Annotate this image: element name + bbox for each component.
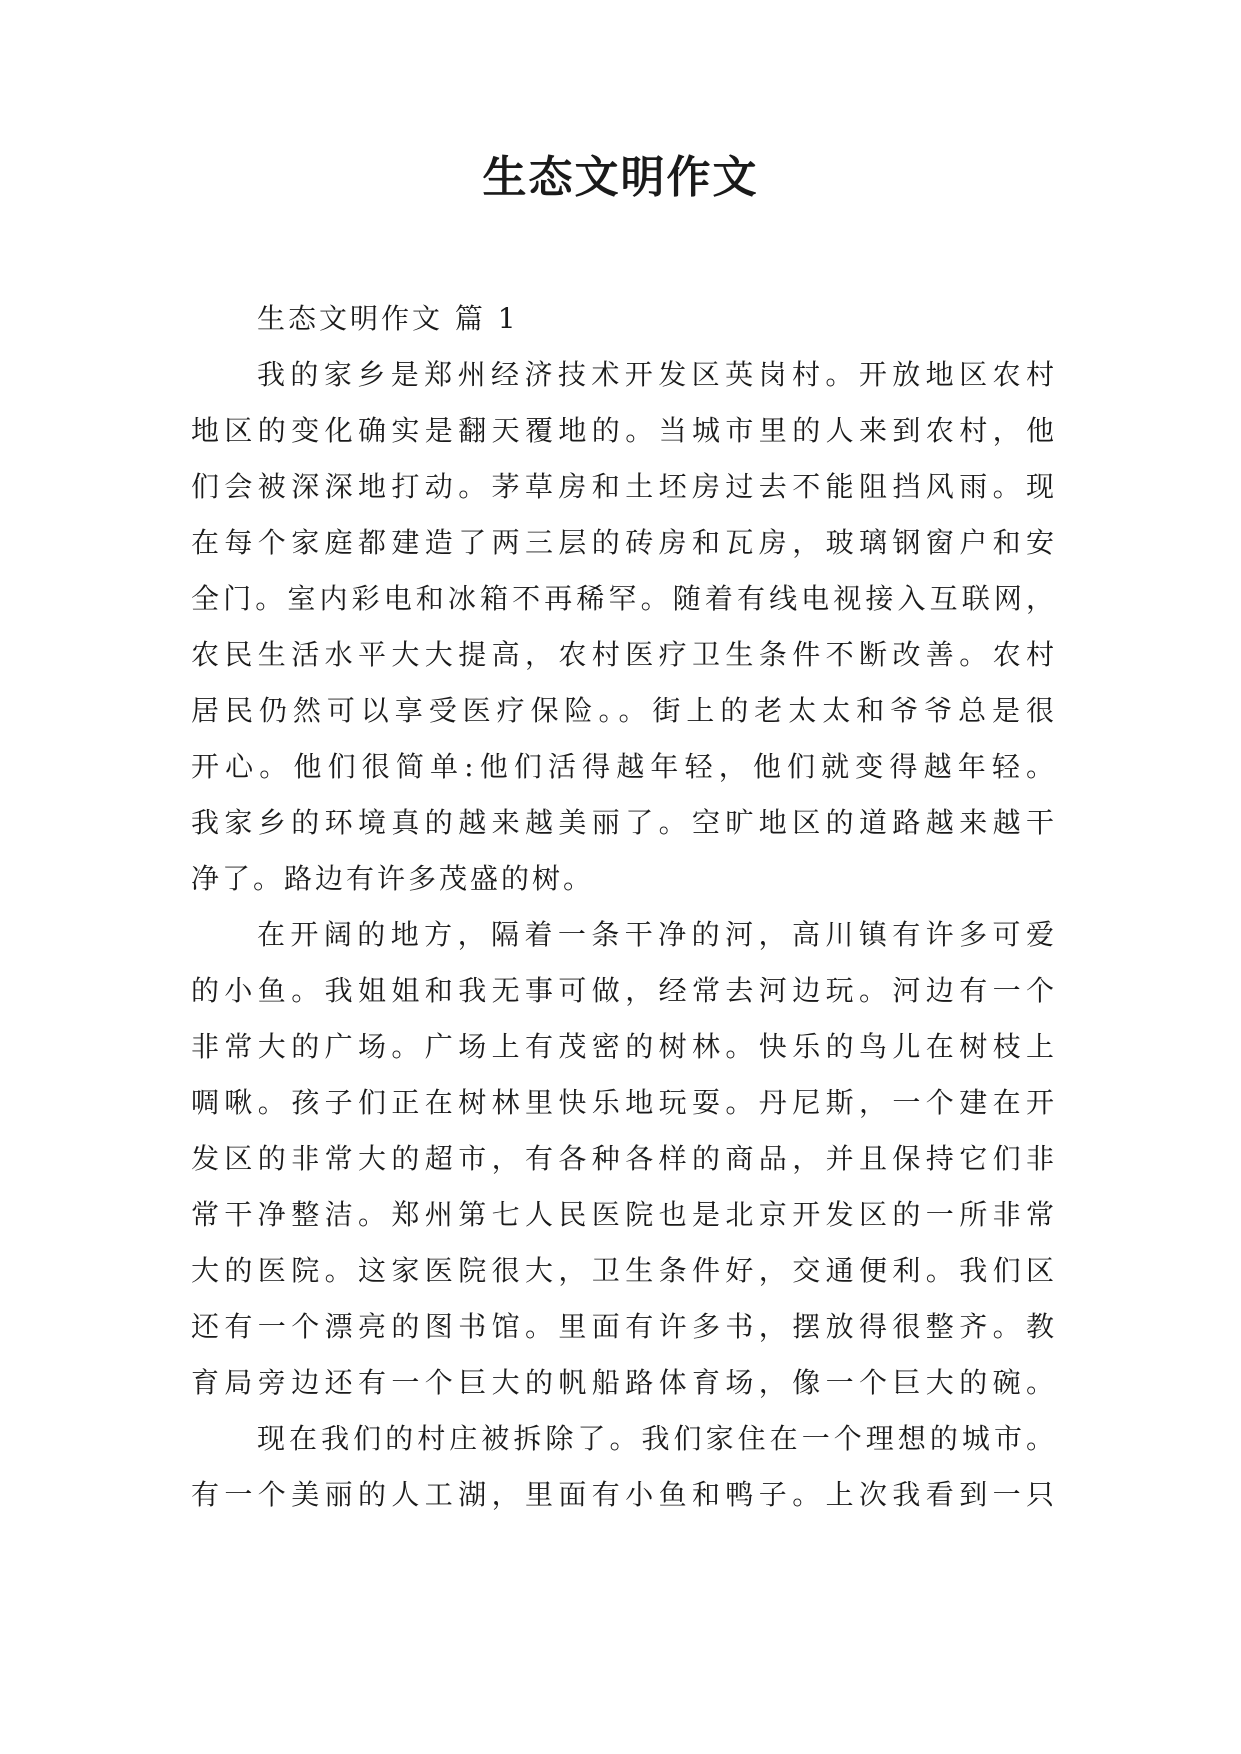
text-line: 我的家乡是郑州经济技术开发区英岗村。开放地区农村	[257, 358, 1055, 391]
text-line: 啁啾。孩子们正在树林里快乐地玩耍。丹尼斯，一个建在开	[191, 1086, 1055, 1119]
document-title: 生态文明作文	[482, 152, 759, 203]
text-line: 我家乡的环境真的越来越美丽了。空旷地区的道路越来越干	[191, 806, 1055, 839]
text-line: 育局旁边还有一个巨大的帆船路体育场，像一个巨大的碗。	[191, 1366, 1055, 1399]
document-body	[191, 291, 1055, 1523]
text-line: 在每个家庭都建造了两三层的砖房和瓦房，玻璃钢窗户和安	[191, 526, 1055, 559]
text-line: 大的医院。这家医院很大，卫生条件好，交通便利。我们区	[191, 1254, 1055, 1287]
text-line: 们会被深深地打动。茅草房和土坯房过去不能阻挡风雨。现	[191, 470, 1055, 503]
text-line: 现在我们的村庄被拆除了。我们家住在一个理想的城市。	[257, 1422, 1055, 1455]
text-line: 的小鱼。我姐姐和我无事可做，经常去河边玩。河边有一个	[191, 974, 1055, 1007]
text-line: 全门。室内彩电和冰箱不再稀罕。随着有线电视接入互联网，	[191, 582, 1055, 615]
section-heading: 生态文明作文 篇 1	[257, 302, 519, 335]
paragraph-2	[191, 907, 1055, 1411]
text-line: 还有一个漂亮的图书馆。里面有许多书，摆放得很整齐。教	[191, 1310, 1055, 1343]
paragraph-3	[191, 1411, 1055, 1523]
text-line: 常干净整洁。郑州第七人民医院也是北京开发区的一所非常	[191, 1198, 1055, 1231]
text-line: 非常大的广场。广场上有茂密的树林。快乐的鸟儿在树枝上	[191, 1030, 1055, 1063]
text-line: 有一个美丽的人工湖，里面有小鱼和鸭子。上次我看到一只	[191, 1478, 1055, 1511]
text-line: 居民仍然可以享受医疗保险。。街上的老太太和爷爷总是很	[191, 694, 1055, 727]
text-line: 净了。路边有许多茂盛的树。	[191, 862, 595, 895]
text-line: 发区的非常大的超市，有各种各样的商品，并且保持它们非	[191, 1142, 1055, 1175]
text-line: 地区的变化确实是翻天覆地的。当城市里的人来到农村，他	[191, 414, 1055, 447]
text-line: 开心。他们很简单:他们活得越年轻，他们就变得越年轻。	[191, 750, 1055, 783]
text-line: 农民生活水平大大提高，农村医疗卫生条件不断改善。农村	[191, 638, 1055, 671]
paragraph-1	[191, 347, 1055, 907]
text-line: 在开阔的地方，隔着一条干净的河，高川镇有许多可爱	[257, 918, 1055, 951]
